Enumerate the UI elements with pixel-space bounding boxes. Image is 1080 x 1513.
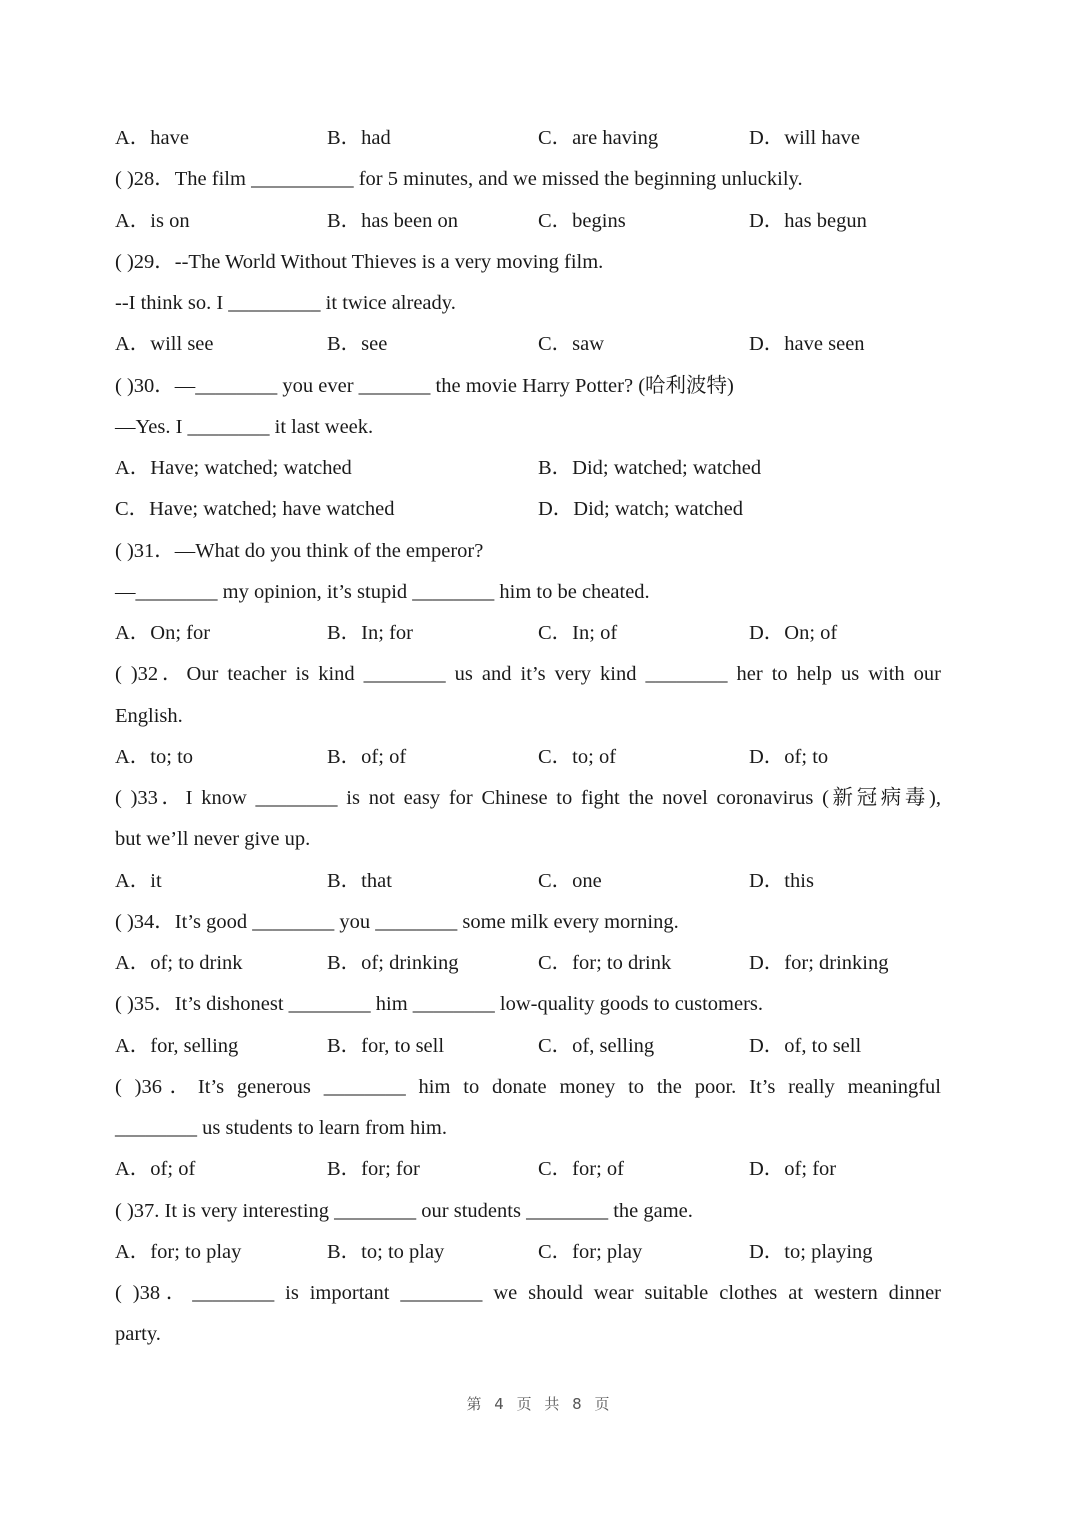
question-text-line: ( )35．It’s dishonest ________ him ________ low-quality goods to customers. [115,993,763,1016]
question-text-line: ( )36．It’s generous ________ him to donate money to the poor. It’s really meaningful [115,1075,941,1098]
question-text-line: party. [115,1323,161,1346]
page-footer: 第 4 页 共 8 页 [466,1395,614,1413]
answer-option: C．Have; watched; have watched [115,498,395,521]
answer-option: C．to; of [538,745,617,768]
question-text-line: ( )34．It’s good ________ you ________ some milk every morning. [115,910,679,933]
answer-option: D．On; of [749,622,838,644]
answer-option: D．of; to [749,745,829,768]
answer-option: B．to; to play [327,1240,445,1263]
answer-option: A．of; of [115,1158,196,1181]
answer-option: A．will see [115,333,214,356]
question-text-line: ( )37. It is very interesting ________ our students ________ the game. [115,1199,693,1222]
answer-option: A．have [115,127,190,149]
question-text-line: ( )30．—________ you ever _______ the movie Harry Potter? (哈利波特) [115,374,734,397]
answer-option: A．to; to [115,745,194,768]
answer-option: C．In; of [538,622,618,644]
answer-option: B．of; of [327,745,407,768]
answer-option: B．for; for [327,1158,420,1181]
question-text-line: but we’ll never give up. [115,828,311,851]
answer-option: B．for, to sell [327,1034,445,1057]
question-text-line: —Yes. I ________ it last week. [115,415,374,438]
answer-option: C．are having [538,127,659,149]
question-text-line: ________ us students to learn from him. [115,1117,447,1139]
answer-option: C．for; play [538,1240,643,1263]
answer-option: B．that [327,869,392,892]
answer-option: A．Have; watched; watched [115,457,352,479]
question-text-line: ( )28．The film __________ for 5 minutes, and we missed the beginning unluckily. [115,168,803,191]
answer-option: A．of; to drink [115,952,243,974]
answer-option: A．On; for [115,622,211,644]
answer-option: D．have seen [749,333,865,356]
answer-option: D．this [749,869,814,892]
answer-option: A．for; to play [115,1240,242,1263]
answer-option: C．for; to drink [538,952,672,974]
answer-option: B．In; for [327,622,413,644]
question-text-line: ( )31．—What do you think of the emperor? [115,539,484,562]
answer-option: C．saw [538,333,605,356]
question-text-line: ( )38．________ is important ________ we should wear suitable clothes at western dinner [115,1282,941,1304]
answer-option: B．see [327,333,388,356]
answer-option: A．it [115,869,162,892]
answer-option: B．has been on [327,209,458,232]
answer-option: C．one [538,869,602,892]
answer-option: B．had [327,127,391,149]
answer-option: D．to; playing [749,1240,873,1263]
answer-option: D．Did; watch; watched [538,498,743,521]
answer-option: D．will have [749,127,861,149]
question-text-line: ( )29．--The World Without Thieves is a very moving film. [115,250,604,273]
question-text-line: ( )33．I know ________ is not easy for Chinese to fight the novel coronavirus (新冠病毒), [115,787,941,809]
answer-option: B．of; drinking [327,952,459,974]
answer-option: A．for, selling [115,1034,239,1057]
answer-option: A．is on [115,209,190,232]
question-text-line: --I think so. I _________ it twice already. [115,292,456,314]
answer-option: D．of; for [749,1158,837,1181]
answer-option: D．for; drinking [749,952,889,974]
answer-option: C．begins [538,209,626,232]
question-text-line: English. [115,704,183,727]
answer-option: C．for; of [538,1158,624,1181]
answer-option: B．Did; watched; watched [538,457,762,479]
answer-option: D．has begun [749,209,867,232]
question-text-line: —________ my opinion, it’s stupid ________ him to be cheated. [115,580,650,603]
answer-option: C．of, selling [538,1034,655,1057]
answer-option: D．of, to sell [749,1034,862,1057]
question-text-line: ( )32．Our teacher is kind ________ us and it’s very kind ________ her to help us with our [115,663,941,686]
